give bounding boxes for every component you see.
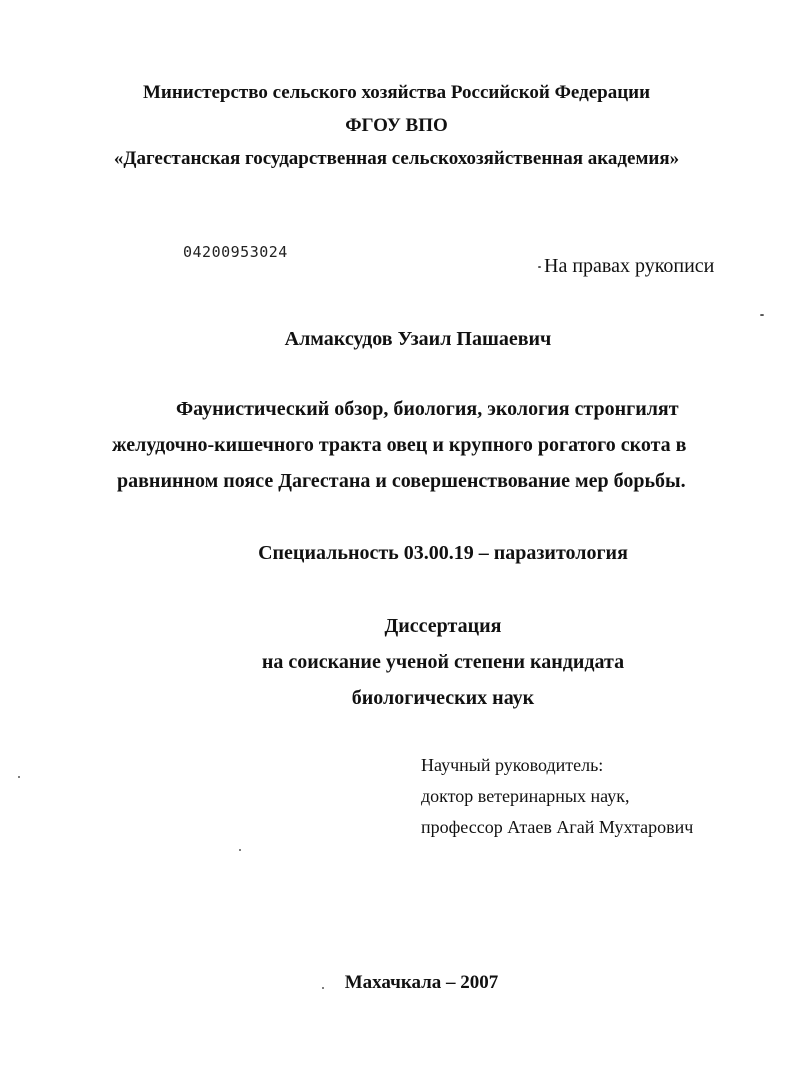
place-and-year: Махачкала – 2007 bbox=[344, 972, 499, 993]
inventory-number: 04200953024 bbox=[183, 243, 288, 261]
academy-name: «Дагестанская государственная сельскохозяйственная академия» bbox=[113, 148, 680, 169]
supervisor-label: Научный руководитель: bbox=[421, 755, 604, 775]
dissertation-title-line-1: Фаунистический обзор, биология, экология стронгилят bbox=[176, 398, 679, 420]
ministry-name: Министерство сельского хозяйства Российской Федерации bbox=[142, 82, 651, 103]
supervisor-name: профессор Атаев Агай Мухтарович bbox=[421, 817, 694, 837]
scan-speck bbox=[538, 266, 541, 268]
supervisor-degree: доктор ветеринарных наук, bbox=[421, 786, 630, 806]
scan-speck bbox=[760, 314, 764, 316]
specialty: Специальность 03.00.19 – паразитология bbox=[258, 542, 628, 564]
scan-speck bbox=[18, 776, 20, 778]
dissertation-title-line-3: равнинном поясе Дагестана и совершенствование мер борьбы. bbox=[117, 470, 686, 492]
dissertation-label: Диссертация bbox=[384, 615, 502, 637]
dissertation-title-line-2: желудочно-кишечного тракта овец и крупного рогатого скота в bbox=[112, 434, 687, 456]
science-field: биологических наук bbox=[351, 687, 535, 709]
author-name: Алмаксудов Узаил Пашаевич bbox=[284, 328, 552, 350]
institution-type: ФГОУ ВПО bbox=[345, 115, 448, 136]
degree-sought: на соискание ученой степени кандидата bbox=[261, 651, 625, 673]
scan-speck bbox=[239, 849, 241, 851]
scan-speck bbox=[322, 987, 324, 989]
rights-notice: На правах рукописи bbox=[544, 255, 715, 277]
